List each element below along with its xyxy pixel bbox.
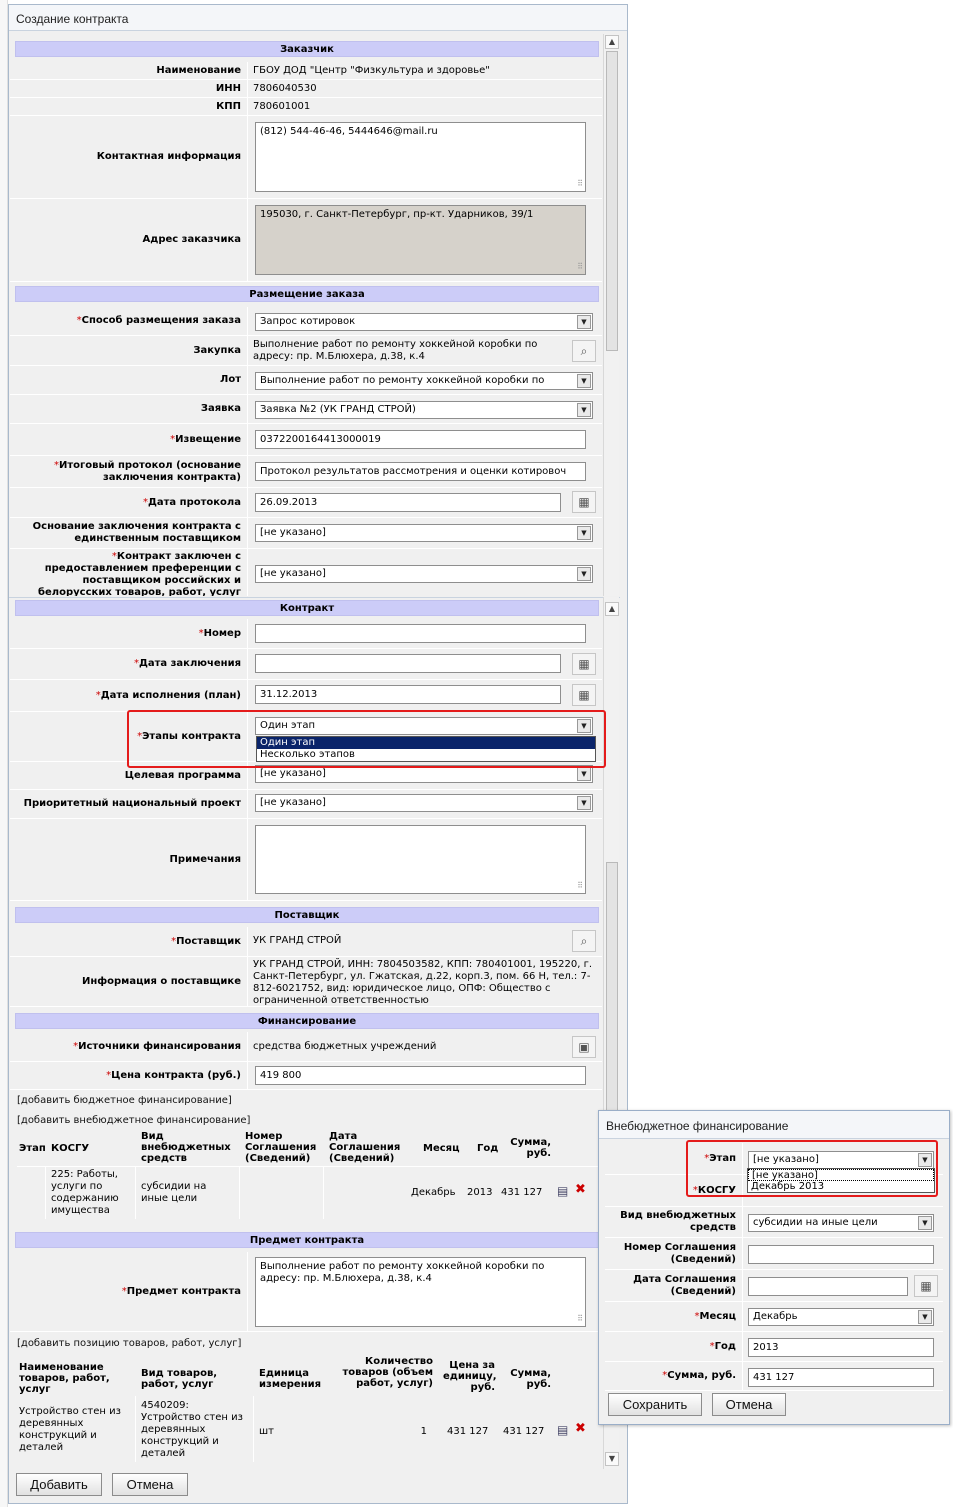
document-icon[interactable]: ▤ xyxy=(557,1423,569,1437)
label-notes: Примечания xyxy=(10,819,248,900)
exec-date-input[interactable]: 31.12.2013 xyxy=(255,685,561,704)
row-notice: * Извещение 0372200164413000019 xyxy=(10,424,602,456)
th-kosgu: КОСГУ xyxy=(51,1143,90,1154)
number-input[interactable] xyxy=(255,624,586,643)
label-eb-sum: Сумма, руб. xyxy=(667,1370,736,1381)
search-icon[interactable]: ⌕ xyxy=(572,340,596,362)
eb-month-select[interactable]: Декабрь ▼ xyxy=(748,1308,934,1326)
eb-stage-option-dec[interactable]: Декабрь 2013 xyxy=(751,1181,825,1192)
financing-table xyxy=(17,1129,601,1219)
eb-agreement-date-input[interactable] xyxy=(748,1277,908,1296)
label-preference: Контракт заключен с предоставлением преференции с поставщиком российских и белорусских товаров, работ, услуг xyxy=(38,551,241,596)
label-single-supplier: Основание заключения контракта с единственным поставщиком xyxy=(10,518,248,548)
th-qty: Количество товаров (объем работ, услуг) xyxy=(342,1356,433,1389)
preference-select[interactable]: [не указано] ▼ xyxy=(255,565,593,583)
method-select[interactable]: Запрос котировок ▼ xyxy=(255,313,593,331)
program-select[interactable]: [не указано] ▼ xyxy=(255,765,593,783)
eb-year-input[interactable]: 2013 xyxy=(748,1338,934,1357)
price-input[interactable]: 419 800 xyxy=(255,1066,586,1085)
row-sources: * Источники финансирования средства бюджетных учреждений ▣ xyxy=(10,1032,602,1062)
section-financing: Финансирование xyxy=(15,1013,599,1029)
protocol-input[interactable]: Протокол результатов рассмотрения и оценки котировоч xyxy=(255,462,586,481)
label-protocol-date: Дата протокола xyxy=(147,496,241,508)
add-budget-link[interactable]: [добавить бюджетное финансирование] xyxy=(17,1095,232,1106)
row-kpp xyxy=(10,98,602,116)
label-lot: Лот xyxy=(10,366,248,394)
delete-icon[interactable]: ✖ xyxy=(575,1421,586,1436)
label-purchase: Закупка xyxy=(10,336,248,365)
cell-position-name: Устройство стен из деревянных конструкций и деталей xyxy=(19,1406,121,1453)
application-select[interactable]: Заявка №2 (УК ГРАНД СТРОЙ) ▼ xyxy=(255,401,593,419)
eb-stage-option-none[interactable]: [не указано] xyxy=(748,1169,934,1181)
scroll-up-icon[interactable]: ▲ xyxy=(605,602,619,616)
chevron-down-icon[interactable]: ▼ xyxy=(577,719,591,733)
row-method: * Способ размещения заказа Запрос котировок ▼ xyxy=(10,307,602,336)
row-supplier-info xyxy=(10,957,602,1007)
upper-scroll-pane[interactable] xyxy=(9,34,620,596)
label-supplier: Поставщик xyxy=(176,935,241,947)
scroll-down-icon[interactable]: ▼ xyxy=(605,1452,619,1466)
th-year: Год xyxy=(477,1143,499,1154)
section-placement: Размещение заказа xyxy=(15,286,599,302)
calendar-icon[interactable]: ▦ xyxy=(572,684,596,706)
eb-kind-select[interactable]: субсидии на иные цели ▼ xyxy=(748,1214,934,1232)
cell-month: Декабрь xyxy=(411,1187,456,1198)
row-application xyxy=(10,395,602,424)
row-protocol-date: * Дата протокола 26.09.2013 ▦ xyxy=(10,488,602,518)
cell-kind: субсидии на иные цели xyxy=(141,1181,207,1204)
label-stages: Этапы контракта xyxy=(142,730,241,742)
scroll-thumb[interactable] xyxy=(606,51,618,351)
cell-sum: 431 127 xyxy=(501,1187,543,1198)
row-single-supplier xyxy=(10,518,602,549)
resize-grip-icon[interactable]: ⠿ xyxy=(577,881,583,890)
cell-position-sum: 431 127 xyxy=(503,1426,545,1437)
cell-kosgu: 225: Работы, услуги по содержанию имущества xyxy=(51,1169,119,1216)
eb-stage-highlight-box xyxy=(686,1140,938,1197)
chevron-down-icon[interactable]: ▼ xyxy=(577,374,591,388)
label-method: Способ размещения заказа xyxy=(81,315,241,326)
section-supplier: Поставщик xyxy=(15,907,599,923)
row-lot xyxy=(10,366,602,395)
row-subject: * Предмет контракта Выполнение работ по ремонту хоккейной коробки по адресу: пр. М.Блюхера, д.38, к.4 ⠿ xyxy=(10,1252,602,1332)
search-icon[interactable]: ⌕ xyxy=(572,930,596,952)
chevron-down-icon[interactable]: ▼ xyxy=(918,1216,932,1230)
add-button[interactable]: Добавить xyxy=(16,1473,102,1496)
cell-price: 431 127 xyxy=(447,1426,489,1437)
row-inn xyxy=(10,80,602,98)
cell-position-kind: 4540209: Устройство стен из деревянных конструкций и деталей xyxy=(141,1400,243,1459)
row-number: * Номер xyxy=(10,619,602,649)
resize-grip-icon[interactable]: ⠿ xyxy=(577,179,583,188)
row-eb-year: * Год 2013 xyxy=(605,1332,943,1362)
label-sources: Источники финансирования xyxy=(78,1040,241,1052)
label-eb-year: Год xyxy=(714,1340,736,1352)
label-contract-date: Дата заключения xyxy=(138,658,241,669)
label-eb-agreement-no: Номер Соглашения (Сведений) xyxy=(605,1238,743,1269)
value-supplier: УК ГРАНД СТРОЙ xyxy=(253,935,342,946)
chevron-down-icon[interactable]: ▼ xyxy=(577,567,591,581)
resize-grip-icon[interactable]: ⠿ xyxy=(577,1314,583,1323)
row-supplier: * Поставщик УК ГРАНД СТРОЙ ⌕ xyxy=(10,927,602,957)
chevron-down-icon[interactable]: ▼ xyxy=(577,767,591,781)
single-supplier-select[interactable]: [не указано] ▼ xyxy=(255,524,593,542)
address-textarea: 195030, г. Санкт-Петербург, пр-кт. Ударников, 39/1 ⠿ xyxy=(255,205,586,275)
document-icon[interactable]: ▤ xyxy=(557,1184,569,1198)
row-address xyxy=(10,199,602,282)
positions-table xyxy=(17,1352,601,1464)
label-eb-kind: Вид внебюджетных средств xyxy=(605,1207,743,1237)
value-supplier-info: УК ГРАНД СТРОЙ, ИНН: 7804503582, КПП: 780401001, 195220, г. Санкт-Петербург, ул. Гжатская, д.22, корп.3, пом. 66 Н, тел.: 7-812-6021752, вид: юридическое лицо, ОПФ: Общество с ограниченной ответственностью xyxy=(253,959,592,1006)
row-notes xyxy=(10,819,602,901)
contact-textarea[interactable]: (812) 544-46-46, 5444646@mail.ru ⠿ xyxy=(255,122,586,192)
label-subject: Предмет контракта xyxy=(126,1285,241,1297)
label-price: Цена контракта (руб.) xyxy=(111,1069,241,1081)
th-sum: Сумма, руб. xyxy=(510,1137,551,1159)
th-price: Цена за единицу, руб. xyxy=(443,1360,497,1393)
section-customer: Заказчик xyxy=(15,41,599,57)
label-application: Заявка xyxy=(10,395,248,423)
row-eb-kosgu: * КОСГУ xyxy=(605,1175,943,1207)
row-name xyxy=(10,62,602,80)
row-purchase xyxy=(10,336,602,366)
dialog-title: Создание контракта xyxy=(9,5,627,31)
label-eb-month: Месяц xyxy=(699,1310,736,1322)
label-eb-stage: Этап xyxy=(709,1152,736,1164)
row-eb-month: * Месяц Декабрь ▼ xyxy=(605,1302,943,1332)
table-row xyxy=(17,1166,601,1218)
label-inn: ИНН xyxy=(10,80,248,97)
row-protocol: *Итоговый протокол (основание заключения контракта) Протокол результатов рассмотрения и оценки котировоч xyxy=(10,456,602,488)
label-contact: Контактная информация xyxy=(10,116,248,198)
row-eb-kind xyxy=(605,1207,943,1238)
extrabudget-dialog-title: Внебюджетное финансирование xyxy=(599,1111,949,1139)
chevron-down-icon[interactable]: ▼ xyxy=(577,315,591,329)
value-kpp: 780601001 xyxy=(253,101,311,112)
calendar-icon[interactable]: ▦ xyxy=(572,491,596,513)
cell-qty: 1 xyxy=(420,1426,427,1437)
row-stages: * Этапы контракта Один этап ▼ xyxy=(10,712,602,762)
upper-scrollbar[interactable] xyxy=(603,34,619,596)
th-agreement-no: Номер Соглашения (Сведений) xyxy=(245,1131,317,1164)
project-select[interactable]: [не указано] ▼ xyxy=(255,794,593,812)
delete-icon[interactable]: ✖ xyxy=(575,1182,586,1197)
row-project xyxy=(10,790,602,819)
cell-year: 2013 xyxy=(467,1187,493,1198)
cell-unit: шт xyxy=(259,1426,274,1437)
label-address: Адрес заказчика xyxy=(10,199,248,281)
label-program: Целевая программа xyxy=(10,762,248,789)
row-price: * Цена контракта (руб.) 419 800 xyxy=(10,1062,602,1090)
row-eb-agreement-no xyxy=(605,1238,943,1270)
th-position-kind: Вид товаров, работ, услуг xyxy=(141,1368,218,1390)
scroll-up-icon[interactable]: ▲ xyxy=(605,35,619,49)
stages-option-several[interactable]: Несколько этапов xyxy=(260,749,355,760)
eb-stage-select[interactable]: [не указано] ▼ xyxy=(748,1151,934,1169)
chevron-down-icon[interactable]: ▼ xyxy=(577,796,591,810)
label-exec-date: Дата исполнения (план) xyxy=(100,689,241,701)
notes-textarea[interactable] xyxy=(255,825,586,894)
stages-select[interactable]: Один этап ▼ xyxy=(255,717,593,735)
eb-cancel-button[interactable]: Отмена xyxy=(712,1393,786,1416)
row-preference: *Контракт заключен с предоставлением преференции с поставщиком российских и белорусских товаров, работ, услуг [не указано] ▼ xyxy=(10,549,602,596)
lot-select[interactable]: Выполнение работ по ремонту хоккейной коробки по ▼ xyxy=(255,372,593,390)
th-position-name: Наименование товаров, работ, услуг xyxy=(19,1362,110,1395)
label-project: Приоритетный национальный проект xyxy=(10,790,248,818)
row-eb-sum: * Сумма, руб. 431 127 xyxy=(605,1362,943,1391)
th-position-sum: Сумма, руб. xyxy=(510,1368,551,1390)
calendar-icon[interactable]: ▦ xyxy=(572,653,596,675)
chevron-down-icon[interactable]: ▼ xyxy=(918,1310,932,1324)
stages-highlight-box xyxy=(127,710,606,768)
stages-option-one[interactable]: Один этап xyxy=(257,737,595,749)
subject-textarea[interactable]: Выполнение работ по ремонту хоккейной коробки по адресу: пр. М.Блюхера, д.38, к.4 ⠿ xyxy=(255,1257,586,1327)
value-name: ГБОУ ДОД "Центр "Физкультура и здоровье" xyxy=(253,65,490,76)
th-unit: Единица измерения xyxy=(259,1368,322,1390)
book-icon[interactable]: ▣ xyxy=(572,1036,596,1058)
protocol-date-input[interactable]: 26.09.2013 xyxy=(255,493,561,512)
eb-save-button[interactable]: Сохранить xyxy=(608,1393,702,1416)
add-position-link[interactable]: [добавить позицию товаров, работ, услуг] xyxy=(17,1338,242,1349)
cancel-button[interactable]: Отмена xyxy=(112,1473,188,1496)
row-eb-stage: * Этап [не указано] ▼ xyxy=(605,1143,943,1175)
section-contract: Контракт xyxy=(15,600,599,616)
resize-grip-icon: ⠿ xyxy=(577,262,583,271)
label-name: Наименование xyxy=(10,62,248,79)
background-strip xyxy=(0,0,8,1507)
th-kind: Вид внебюджетных средств xyxy=(141,1131,231,1164)
chevron-down-icon[interactable]: ▼ xyxy=(577,526,591,540)
label-number: Номер xyxy=(203,627,241,639)
th-stage: Этап xyxy=(19,1143,46,1154)
label-protocol: Итоговый протокол (основание заключения контракта) xyxy=(59,459,241,483)
row-exec-date: * Дата исполнения (план) 31.12.2013 ▦ xyxy=(10,680,602,712)
label-supplier-info: Информация о поставщике xyxy=(10,957,248,1006)
value-sources: средства бюджетных учреждений xyxy=(253,1041,437,1052)
eb-agreement-no-input[interactable] xyxy=(748,1245,934,1264)
table-row xyxy=(17,1396,601,1462)
value-inn: 7806040530 xyxy=(253,83,317,94)
contract-date-input[interactable] xyxy=(255,654,561,673)
chevron-down-icon[interactable]: ▼ xyxy=(577,403,591,417)
eb-sum-input[interactable]: 431 127 xyxy=(748,1368,934,1387)
th-month: Месяц xyxy=(423,1143,460,1154)
row-contract-date: * Дата заключения ▦ xyxy=(10,649,602,680)
chevron-down-icon[interactable]: ▼ xyxy=(918,1153,932,1167)
calendar-icon[interactable]: ▦ xyxy=(914,1275,938,1297)
row-eb-agreement-date xyxy=(605,1270,943,1302)
value-purchase: Выполнение работ по ремонту хоккейной коробки по адресу: пр. М.Блюхера, д.38, к.4 xyxy=(253,339,538,362)
notice-input[interactable]: 0372200164413000019 xyxy=(255,430,586,449)
row-contact xyxy=(10,116,602,199)
label-eb-agreement-date: Дата Соглашения (Сведений) xyxy=(605,1270,743,1301)
section-subject: Предмет контракта xyxy=(15,1232,599,1248)
label-notice: Извещение xyxy=(175,433,241,445)
th-agreement-date: Дата Соглашения (Сведений) xyxy=(329,1131,401,1164)
label-kpp: КПП xyxy=(10,98,248,115)
label-eb-kosgu: КОСГУ xyxy=(697,1184,736,1196)
add-extrabudget-link[interactable]: [добавить внебюджетное финансирование] xyxy=(17,1115,251,1126)
